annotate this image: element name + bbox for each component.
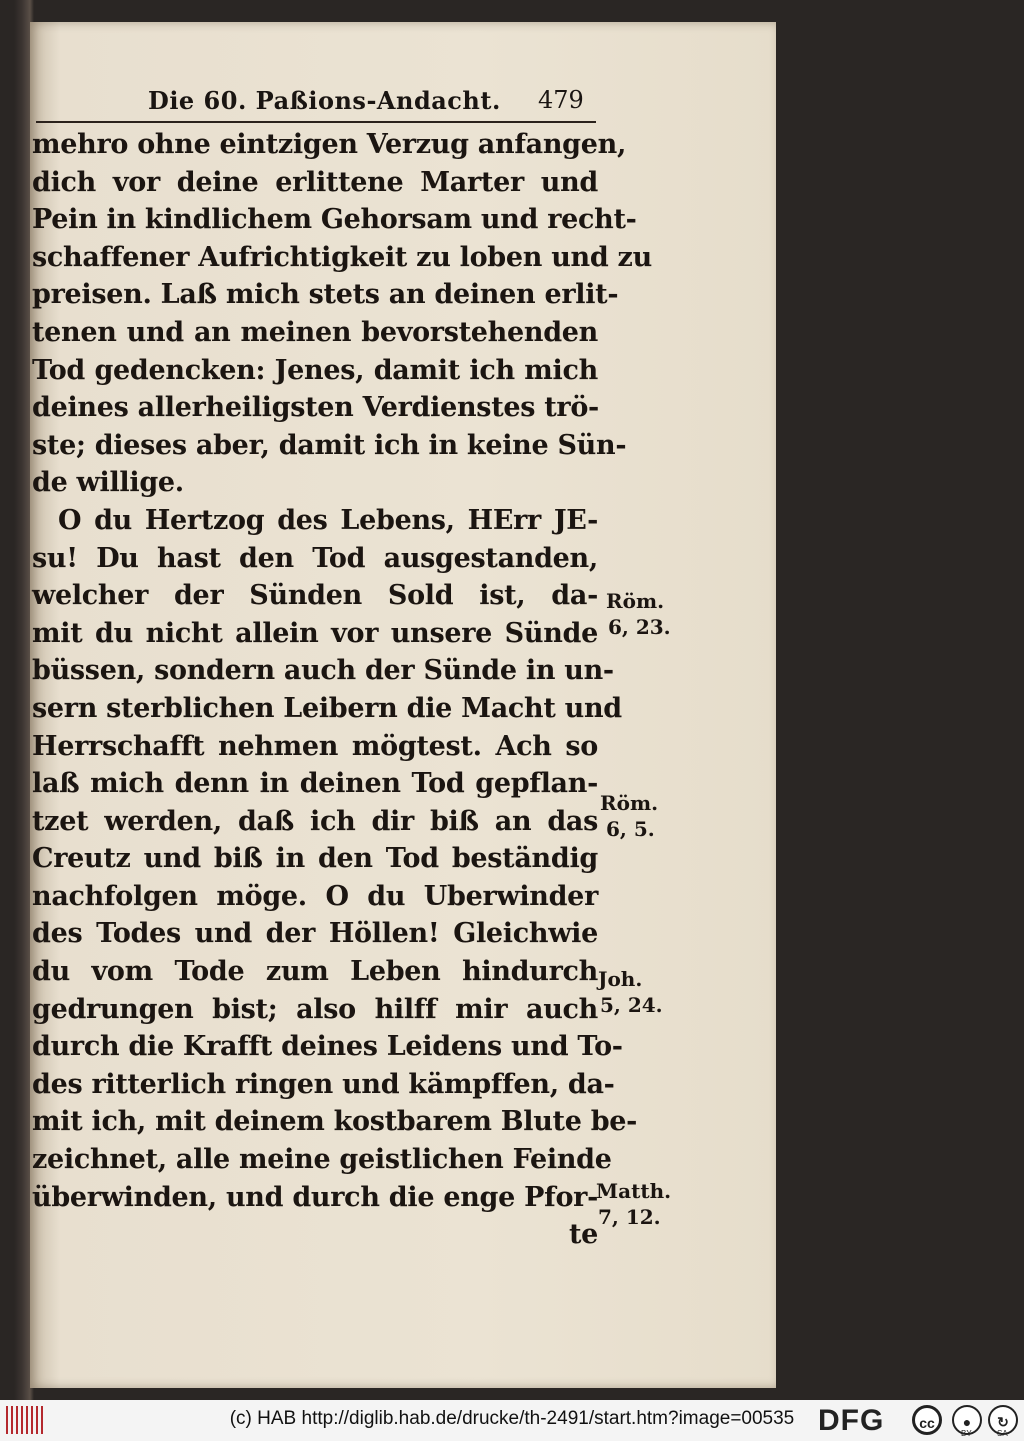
text-line: de willige. — [32, 467, 184, 499]
margin-note-verse: 6, 5. — [606, 817, 655, 841]
text-line: büssen, sondern auch der Sünde in un- — [32, 655, 614, 687]
text-line: überwinden, und durch die enge Pfor- — [32, 1181, 598, 1213]
text-line: tenen und an meinen bevorstehenden — [32, 316, 598, 348]
text-line: nachfolgen möge. O du Uberwinder — [32, 880, 598, 912]
text-line: du vom Tode zum Leben hindurch — [32, 956, 598, 988]
running-title: Die 60. Paßions-Andacht. — [148, 86, 501, 115]
text-line: mit du nicht allein vor unsere Sünde — [32, 617, 598, 649]
text-line: preisen. Laß mich stets an deinen erlit- — [32, 279, 619, 311]
cc-license-icon[interactable]: cc — [912, 1405, 942, 1435]
margin-note — [596, 1178, 671, 1230]
margin-note-book: Matth. — [596, 1179, 672, 1203]
text-line: mehro ohne eintzigen Verzug anfangen, — [32, 129, 627, 160]
text-line: des Todes und der Höllen! Gleichwie — [32, 918, 598, 950]
text-line: gedrungen bist; also hilff mir auch — [32, 993, 598, 1025]
text-line: tzet werden, daß ich dir biß an das — [32, 805, 598, 837]
margin-note — [600, 790, 658, 842]
text-line: zeichnet, alle meine geistlichen Feinde — [32, 1144, 612, 1176]
catchword: te — [568, 1219, 598, 1251]
margin-note-verse: 5, 24. — [600, 993, 663, 1017]
page-header — [140, 86, 610, 122]
margin-note-verse: 6, 23. — [608, 615, 671, 639]
text-line: sern sterblichen Leibern die Macht und — [32, 692, 622, 724]
text-line: welcher der Sünden Sold ist, da- — [32, 580, 598, 612]
text-line: schaffener Aufrichtigkeit zu loben und zu — [32, 241, 652, 273]
by-attribution-icon: ● — [952, 1405, 982, 1435]
margin-note-book: Röm. — [606, 589, 665, 613]
text-line: Herrschafft nehmen mögtest. Ach so — [32, 730, 598, 762]
text-line: O du Hertzog des Lebens, HErr JE- — [58, 504, 598, 536]
text-line: dich vor deine erlittene Marter und — [32, 166, 598, 198]
text-line: su! Du hast den Tod ausgestanden, — [32, 542, 598, 574]
text-line: laß mich denn in deinen Tod gepflan- — [32, 768, 598, 800]
text-line: des ritterlich ringen und kämpffen, da- — [32, 1068, 615, 1100]
header-rule — [36, 121, 596, 123]
text-line: Creutz und biß in den Tod beständig — [32, 843, 598, 875]
text-line: deines allerheiligsten Verdienstes trö- — [32, 392, 599, 424]
share-alike-icon: ↻ — [988, 1405, 1018, 1435]
margin-note — [598, 966, 663, 1018]
footer-bar — [0, 1400, 1024, 1441]
margin-note-book: Joh. — [598, 967, 643, 991]
text-line: ste; dieses aber, damit ich in keine Sün- — [32, 429, 627, 461]
text-line: Pein in kindlichem Gehorsam und recht- — [32, 204, 637, 236]
text-line: durch die Krafft deines Leidens und To- — [32, 1031, 623, 1063]
margin-note-book: Röm. — [600, 791, 659, 815]
copyright-url[interactable]: (c) HAB http://diglib.hab.de/drucke/th-2491/start.htm?image=00535 — [229, 1408, 795, 1429]
text-line: mit ich, mit deinem kostbarem Blute be- — [32, 1106, 638, 1138]
dfg-logo: DFG — [818, 1404, 885, 1437]
license-sa-label: SA — [997, 1429, 1008, 1438]
license-by-label: BY — [961, 1429, 972, 1438]
text-line: Tod gedencken: Jenes, damit ich mich — [32, 354, 598, 386]
margin-note-verse: 7, 12. — [598, 1205, 661, 1229]
page-number: 479 — [538, 86, 584, 114]
margin-note — [606, 588, 671, 640]
